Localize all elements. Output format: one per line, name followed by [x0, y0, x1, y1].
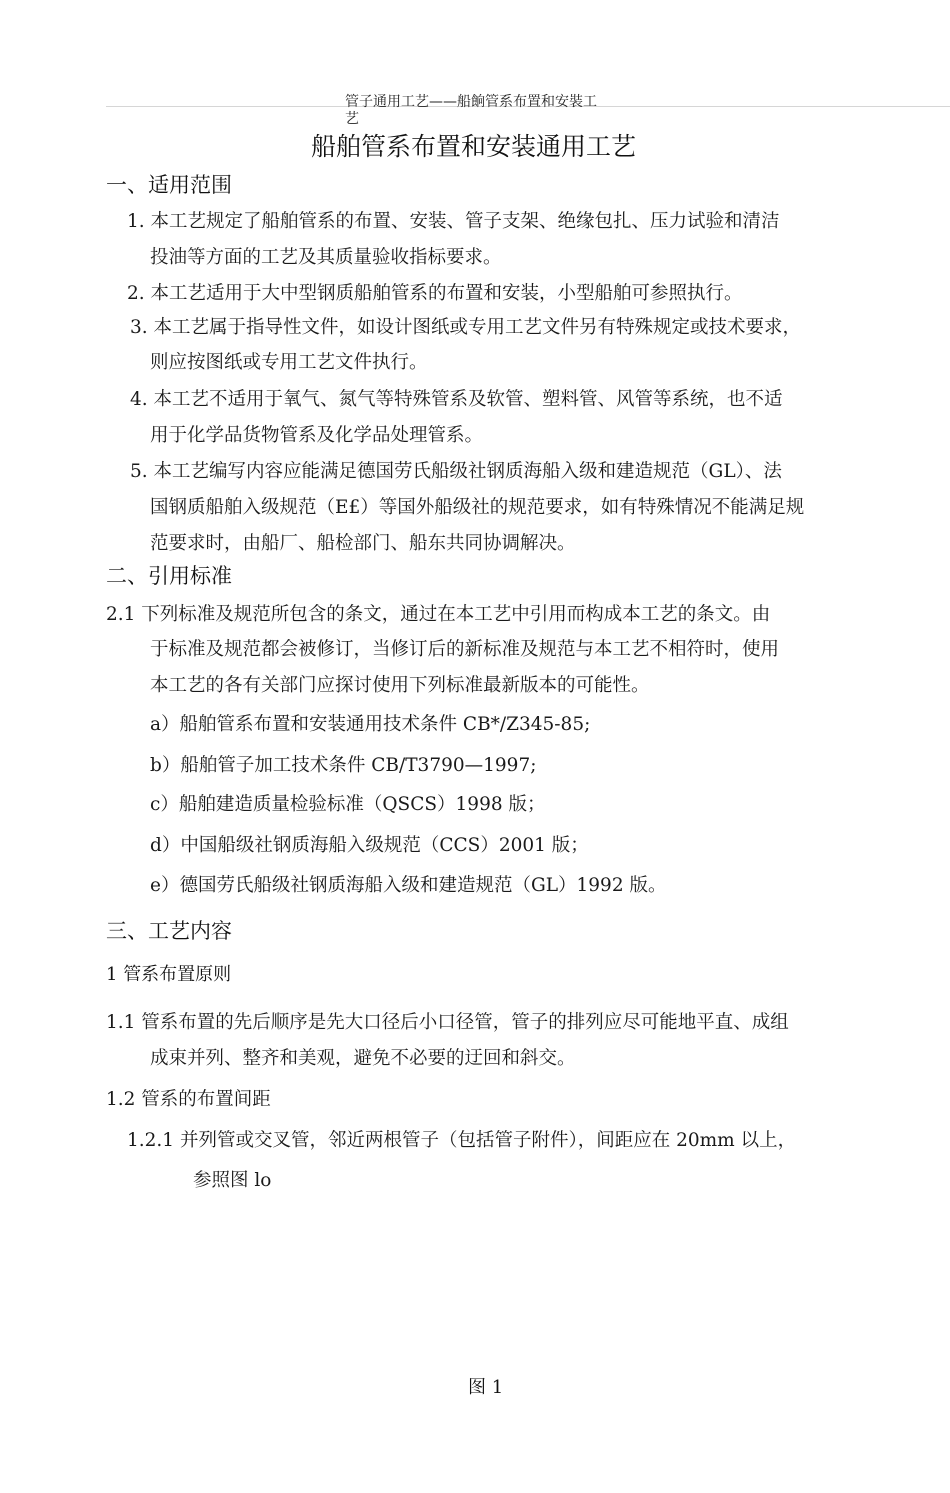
figure-caption: [468, 1373, 503, 1399]
page-title: 船舶管系布置和安装通用工艺: [311, 132, 637, 161]
scope-item-5-line1: 5. 本工艺编写内容应能满足德国劳氏船级社钢质海船入级和建造规范（GL）、法: [130, 461, 782, 482]
clause-1-2-1-line2: 参照图 lo: [193, 1170, 272, 1191]
scope-item-4-line2: 用于化学品货物管系及化学品处理管系。: [150, 425, 484, 446]
scope-item-3-line1: 3. 本工艺属于指导性文件，如设计图纸或专用工艺文件另有特殊规定或技术要求，: [130, 317, 802, 338]
running-header-wrap: 艺: [345, 111, 359, 127]
reference-item-b: b）船舶管子加工技术条件 CB/T3790—1997;: [150, 755, 537, 776]
scope-item-2: 2. 本工艺适用于大中型钢质船舶管系的布置和安装，小型船舶可参照执行。: [127, 283, 743, 304]
clause-1-2: 1.2 管系的布置间距: [106, 1089, 271, 1110]
reference-item-c: c）船舶建造质量检验标准（QSCS）1998 版；: [150, 794, 546, 815]
clause-1-1-line1: 1.1 管系布置的先后顺序是先大口径后小口径管，管子的排列应尽可能地平直、成组: [106, 1012, 789, 1033]
references-para-line3: 本工艺的各有关部门应探讨使用下列标准最新版本的可能性。: [150, 675, 650, 696]
section-heading-scope: 一、适用范围: [106, 173, 232, 197]
references-para-line2: 于标准及规范都会被修订，当修订后的新标准及规范与本工艺不相符时，使用: [150, 639, 780, 660]
scope-item-5-line3: 范要求时，由船厂、船检部门、船东共同协调解决。: [150, 533, 576, 554]
scope-item-4-line1: 4. 本工艺不适用于氧气、氮气等特殊管系及软管、塑料管、风管等系统，也不适: [130, 389, 783, 410]
scope-item-5-line2: 国钢质船舶入级规范（E£）等国外船级社的规范要求，如有特殊情况不能满足规: [150, 497, 805, 518]
clause-1-2-1-line1: 1.2.1 并列管或交叉管，邻近两根管子（包括管子附件），间距应在 20mm 以上，: [127, 1130, 797, 1151]
references-para-line1: 2.1 下列标准及规范所包含的条文，通过在本工艺中引用而构成本工艺的条文。由: [106, 604, 771, 625]
reference-item-a: a）船舶管系布置和安装通用技术条件 CB*/Z345-85;: [150, 714, 591, 735]
figure-caption-number: 1: [486, 1377, 504, 1398]
running-header: 管子通用工艺——船餉管系布置和安裝工: [345, 94, 597, 110]
reference-item-e: e）德国劳氏船级社钢质海船入级和建造规范（GL）1992 版。: [150, 875, 667, 896]
subsection-heading-layout-principles: [106, 960, 231, 986]
section-heading-process: 三、工艺内容: [106, 919, 232, 943]
subsection-title: 管系布置原则: [123, 964, 232, 985]
reference-item-d: d）中国船级社钢质海船入级规范（CCS）2001 版；: [150, 835, 589, 856]
scope-item-1-line1: 1. 本工艺规定了船舶管系的布置、安装、管子支架、绝缘包扎、压力试验和清洁: [127, 211, 780, 232]
scope-item-1-line2: 投油等方面的工艺及其质量验收指标要求。: [150, 247, 502, 268]
section-heading-references: 二、引用标准: [106, 564, 232, 588]
clause-1-1-line2: 成束并列、整齐和美观，避免不必要的迂回和斜交。: [150, 1048, 576, 1069]
scope-item-3-line2: 则应按图纸或专用工艺文件执行。: [150, 352, 428, 373]
subsection-number: 1: [106, 964, 124, 985]
figure-caption-label: 图: [468, 1377, 486, 1398]
